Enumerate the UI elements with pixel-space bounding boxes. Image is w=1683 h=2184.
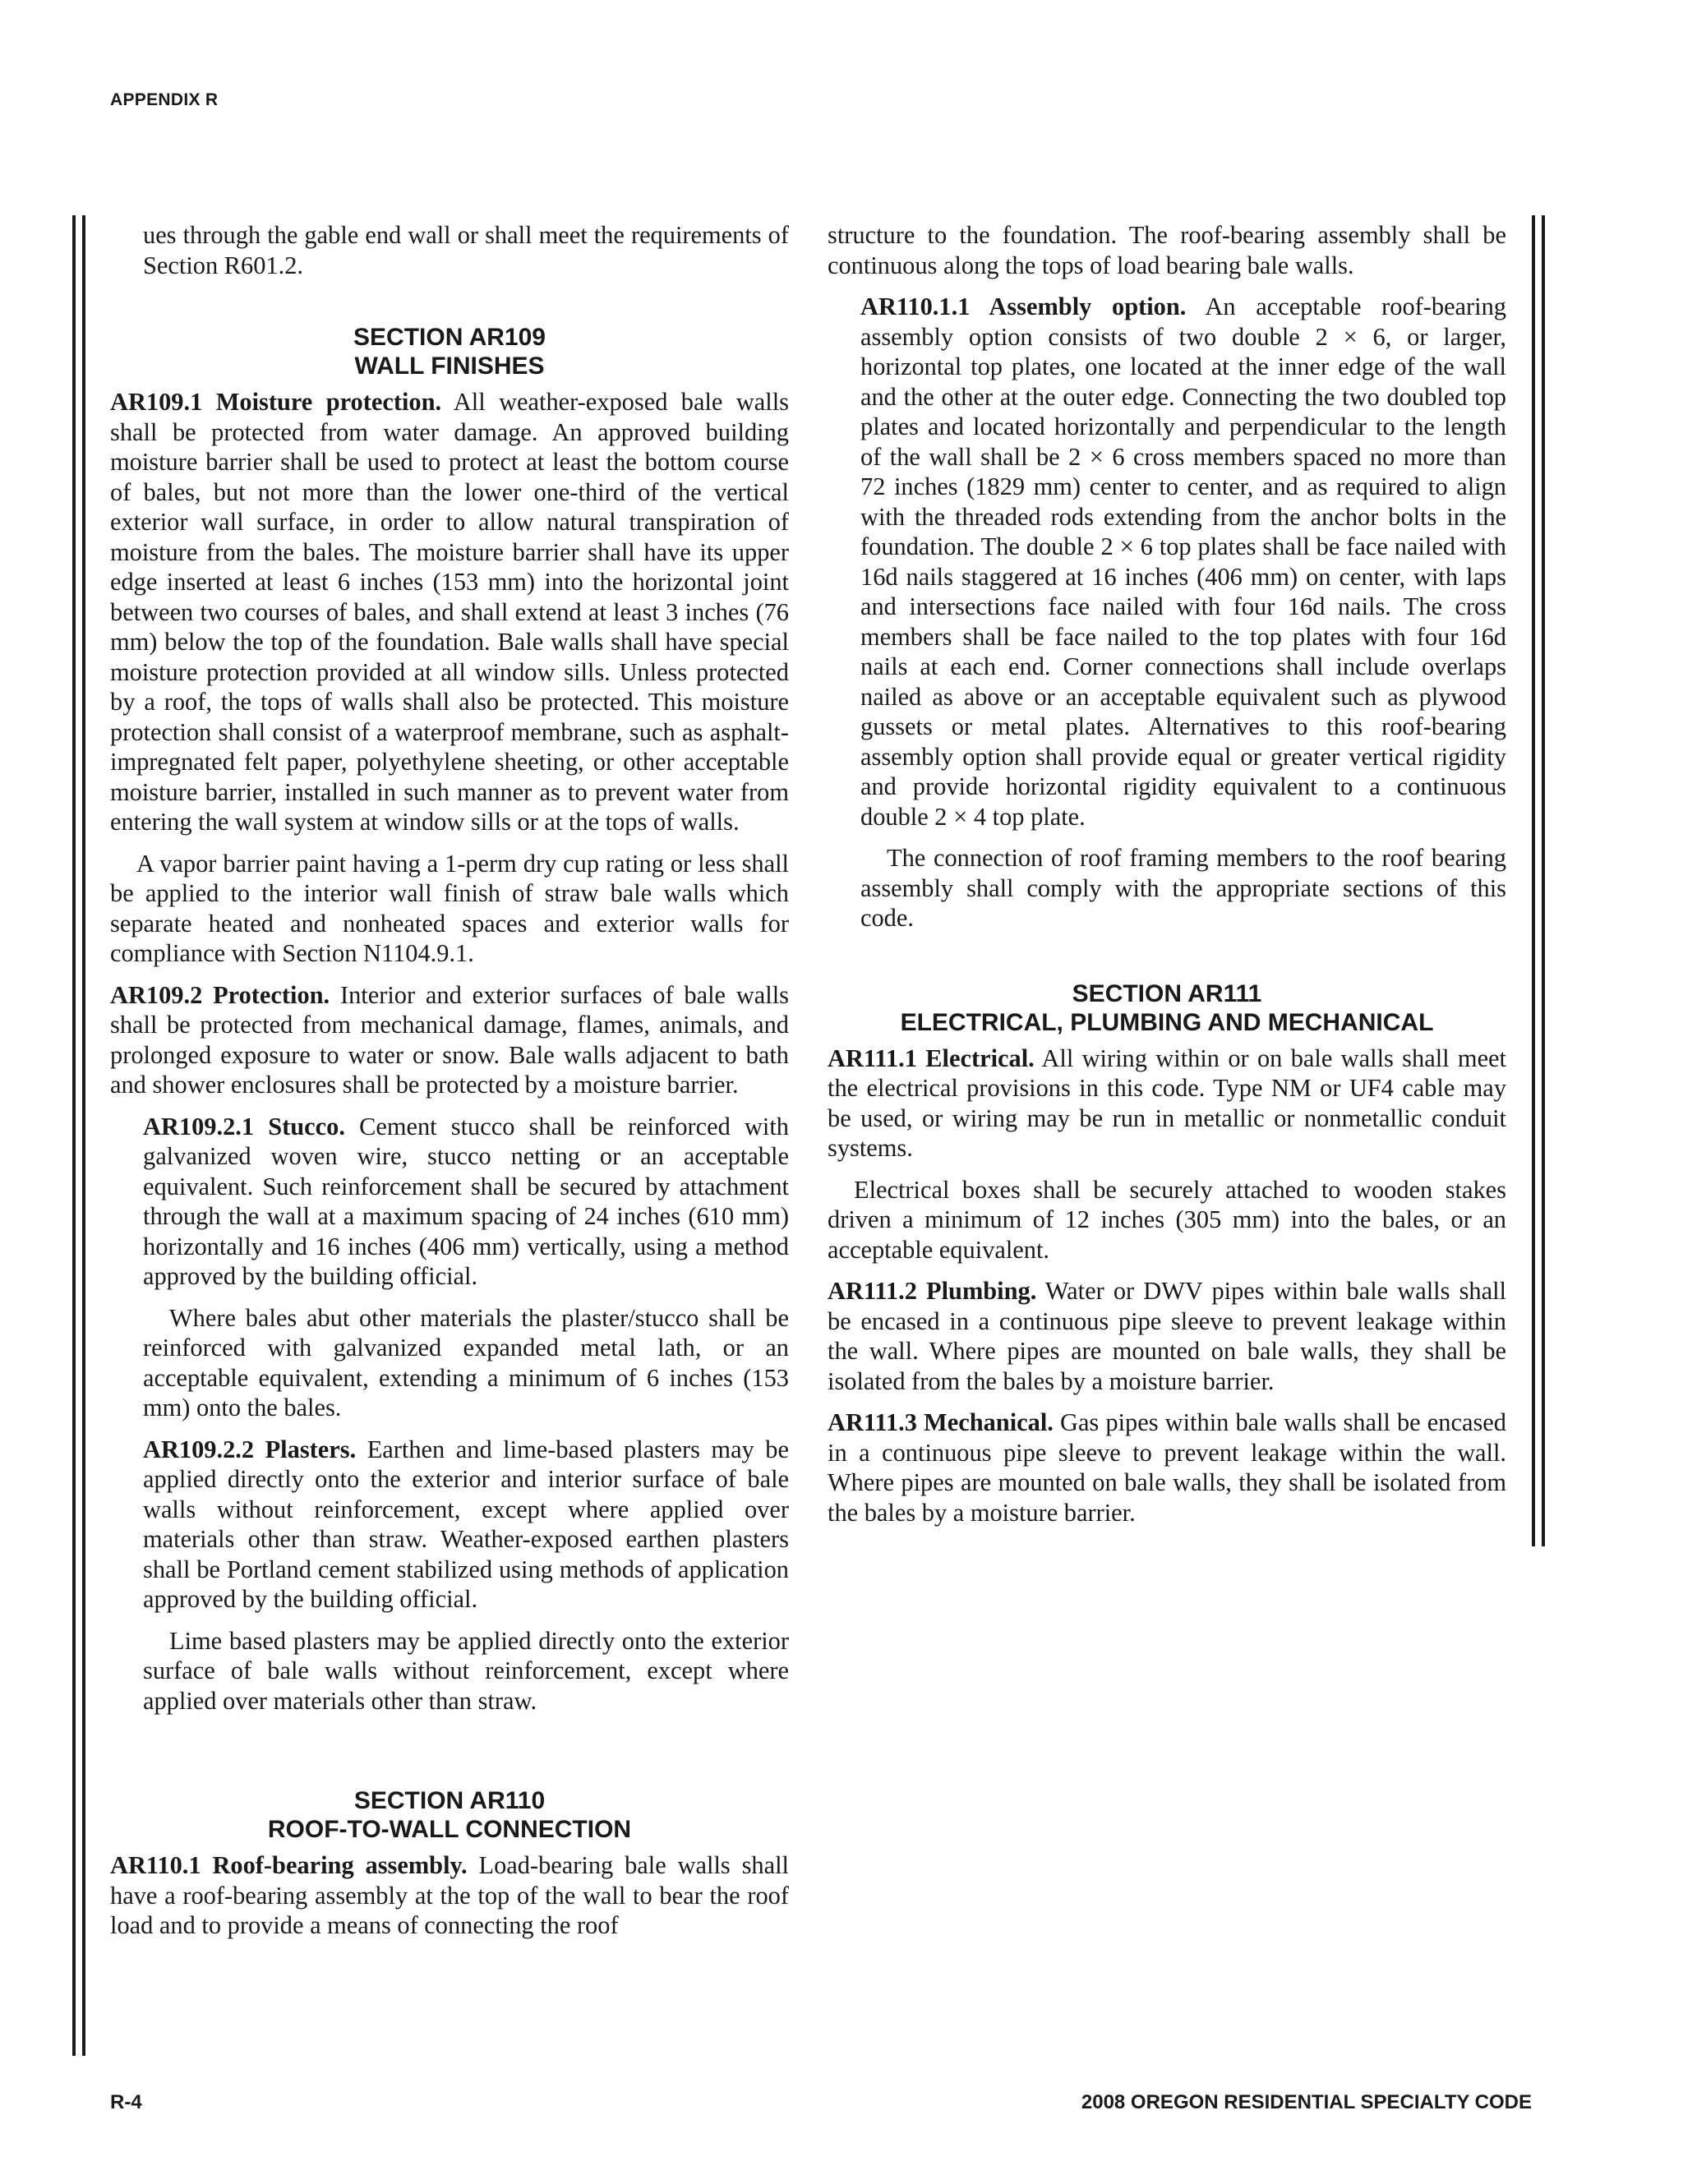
section-number: SECTION AR109 xyxy=(353,324,546,351)
publication-title: 2008 OREGON RESIDENTIAL SPECIALTY CODE xyxy=(1081,2091,1532,2113)
left-column xyxy=(110,220,789,1952)
paragraph-body: An acceptable roof-bearing assembly option consists of two double 2 × 6, or larger, horizontal top plates, one located at the inner edge of the wall and the other at the outer edge. Connecting the two doubled top plates and located horizontally and perpendicular to the length of the wall shall be 2 × 6 cross members spaced no more than 72 inches (1829 mm) center to center, and as required to align with the threaded rods extending from the anchor bolts in the foundation. The double 2 × 6 top plates shall be face nailed with 16d nails staggered at 16 inches (406 mm) on center, with laps and intersections face nailed with four 16d nails. The cross members shall be face nailed to the top plates with four 16d nails at each end. Corner connections shall include overlaps nailed as above or an acceptable equivalent such as plywood gussets or metal plates. Alternatives to this roof-bearing assembly option shall provide equal or greater vertical rigidity and provide horizontal rigidity equivalent to a continuous double 2 × 4 top plate. xyxy=(860,293,1507,831)
paragraph-ar109-2-2 xyxy=(143,1435,789,1615)
paragraph-ar109-2-1 xyxy=(143,1112,789,1292)
running-header: APPENDIX R xyxy=(110,90,219,109)
paragraph-ar109-1 xyxy=(110,387,789,837)
paragraph-ar111-3 xyxy=(828,1408,1506,1527)
paragraph-ar109-2 xyxy=(110,980,789,1100)
paragraph-heading: AR110.1.1 Assembly option. xyxy=(860,293,1187,320)
paragraph-heading: AR111.1 Electrical. xyxy=(828,1044,1035,1072)
paragraph-body: Interior and exterior surfaces of bale walls shall be protected from mechanical damage, flames, animals, and prolonged exposure to water or snow. Bale walls adjacent to bath and shower enclosures shall be protected by a moisture barrier. xyxy=(110,980,789,1099)
section-heading-ar110 xyxy=(110,1786,789,1844)
paragraph-lime-plasters: Lime based plasters may be applied directly onto the exterior surface of bale walls without reinforcement, except where applied over materials other than straw. xyxy=(143,1626,789,1715)
paragraph-body: Gas pipes within bale walls shall be encased in a continuous pipe sleeve to prevent leakage within the wall. Where pipes are mounted on bale walls, they shall be isolated from the bales by a moisture barrier. xyxy=(828,1408,1506,1527)
change-bar-left-inner xyxy=(82,215,85,2056)
paragraph-ar111-1 xyxy=(828,1044,1506,1163)
paragraph-body: Cement stucco shall be reinforced with galvanized woven wire, stucco netting or an acceptable equivalent. Such reinforcement shall be secured by attachment through the wall at a maximum spacing of 24 inches (610 mm) horizontally and 16 inches (406 mm) vertically, using a method approved by the building official. xyxy=(143,1112,789,1290)
paragraph-body: All wiring within or on bale walls shall meet the electrical provisions in this code. Type NM or UF4 cable may be used, or wiring may be run in metallic or nonmetallic conduit systems. xyxy=(828,1044,1506,1162)
section-number: SECTION AR111 xyxy=(1072,979,1262,1007)
change-bar-right-inner xyxy=(1532,215,1535,1546)
paragraph-heading: AR111.2 Plumbing. xyxy=(828,1277,1037,1305)
paragraph-body: All weather-exposed bale walls shall be protected from water damage. An approved building moisture barrier shall be used to protect at least the bottom course of bales, but not more than the lower one-third of the vertical exterior wall surface, in order to allow natural transpiration of moisture from the bales. The moisture barrier shall have its upper edge inserted at least 6 inches (153 mm) into the horizontal joint between two courses of bales, and shall extend at least 3 inches (76 mm) below the top of the foundation. Bale walls shall have special moisture protection provided at all window sills. Unless protected by a roof, the tops of walls shall also be protected. This moisture protection shall consist of a waterproof membrane, such as asphalt-impregnated felt paper, polyethylene sheeting, or other acceptable moisture barrier, installed in such manner as to prevent water from entering the wall system at window sills or at the tops of walls. xyxy=(110,388,789,836)
paragraph-body: Water or DWV pipes within bale walls shall be encased in a continuous pipe sleeve to prevent leakage within the wall. Where pipes are mounted on bale walls, they shall be isolated from the bales by a moisture barrier. xyxy=(828,1277,1506,1395)
paragraph-body: Load-bearing bale walls shall have a roof-bearing assembly at the top of the wall to bear the roof load and to provide a means of connecting the roof xyxy=(110,1851,789,1939)
paragraph-vapor-barrier: A vapor barrier paint having a 1-perm dry cup rating or less shall be applied to the interior wall finish of straw bale walls which separate heated and nonheated spaces and exterior walls for compliance with Section N1104.9.1. xyxy=(110,849,789,967)
paragraph-body: Earthen and lime-based plasters may be applied directly onto the exterior and interior surface of bale walls without reinforcement, except where applied over materials other than straw. Weather-exposed earthen plasters shall be Portland cement stabilized using methods of application approved by the building official. xyxy=(143,1435,789,1613)
paragraph-heading: AR109.2.1 Stucco. xyxy=(143,1112,345,1140)
section-title: ELECTRICAL, PLUMBING AND MECHANICAL xyxy=(900,1008,1434,1036)
right-column xyxy=(828,220,1506,1539)
paragraph-heading: AR110.1 Roof-bearing assembly. xyxy=(110,1851,468,1879)
paragraph-roof-framing: The connection of roof framing members to the roof bearing assembly shall comply with the appropriate sections of this code. xyxy=(860,844,1506,932)
section-number: SECTION AR110 xyxy=(353,1787,546,1814)
continued-paragraph: structure to the foundation. The roof-bearing assembly shall be continuous along the tops of load bearing bale walls. xyxy=(828,221,1506,279)
change-bar-right-outer xyxy=(1542,215,1545,1546)
paragraph-heading: AR111.3 Mechanical. xyxy=(828,1408,1054,1436)
paragraph-heading: AR109.2 Protection. xyxy=(110,980,330,1009)
paragraph-heading: AR109.2.2 Plasters. xyxy=(143,1435,357,1463)
paragraph-ar111-2 xyxy=(828,1276,1506,1396)
paragraph-abut-materials: Where bales abut other materials the plaster/stucco shall be reinforced with galvanized expanded metal lath, or an acceptable equivalent, extending a minimum of 6 inches (153 mm) onto the bales. xyxy=(143,1303,789,1421)
paragraph-heading: AR109.1 Moisture protection. xyxy=(110,388,442,416)
section-title: ROOF-TO-WALL CONNECTION xyxy=(267,1816,632,1843)
section-title: WALL FINISHES xyxy=(354,352,545,380)
paragraph-electrical-boxes: Electrical boxes shall be securely attached to wooden stakes driven a minimum of 12 inches (305 mm) into the bales, or an acceptable equivalent. xyxy=(828,1175,1506,1264)
page-number: R-4 xyxy=(110,2091,142,2113)
paragraph-ar110-1-1 xyxy=(860,292,1506,832)
continued-paragraph: ues through the gable end wall or shall meet the requirements of Section R601.2. xyxy=(143,221,789,279)
change-bar-left-outer xyxy=(72,215,76,2056)
paragraph-ar110-1 xyxy=(110,1850,789,1941)
section-heading-ar111 xyxy=(828,979,1506,1037)
section-heading-ar109 xyxy=(110,323,789,380)
